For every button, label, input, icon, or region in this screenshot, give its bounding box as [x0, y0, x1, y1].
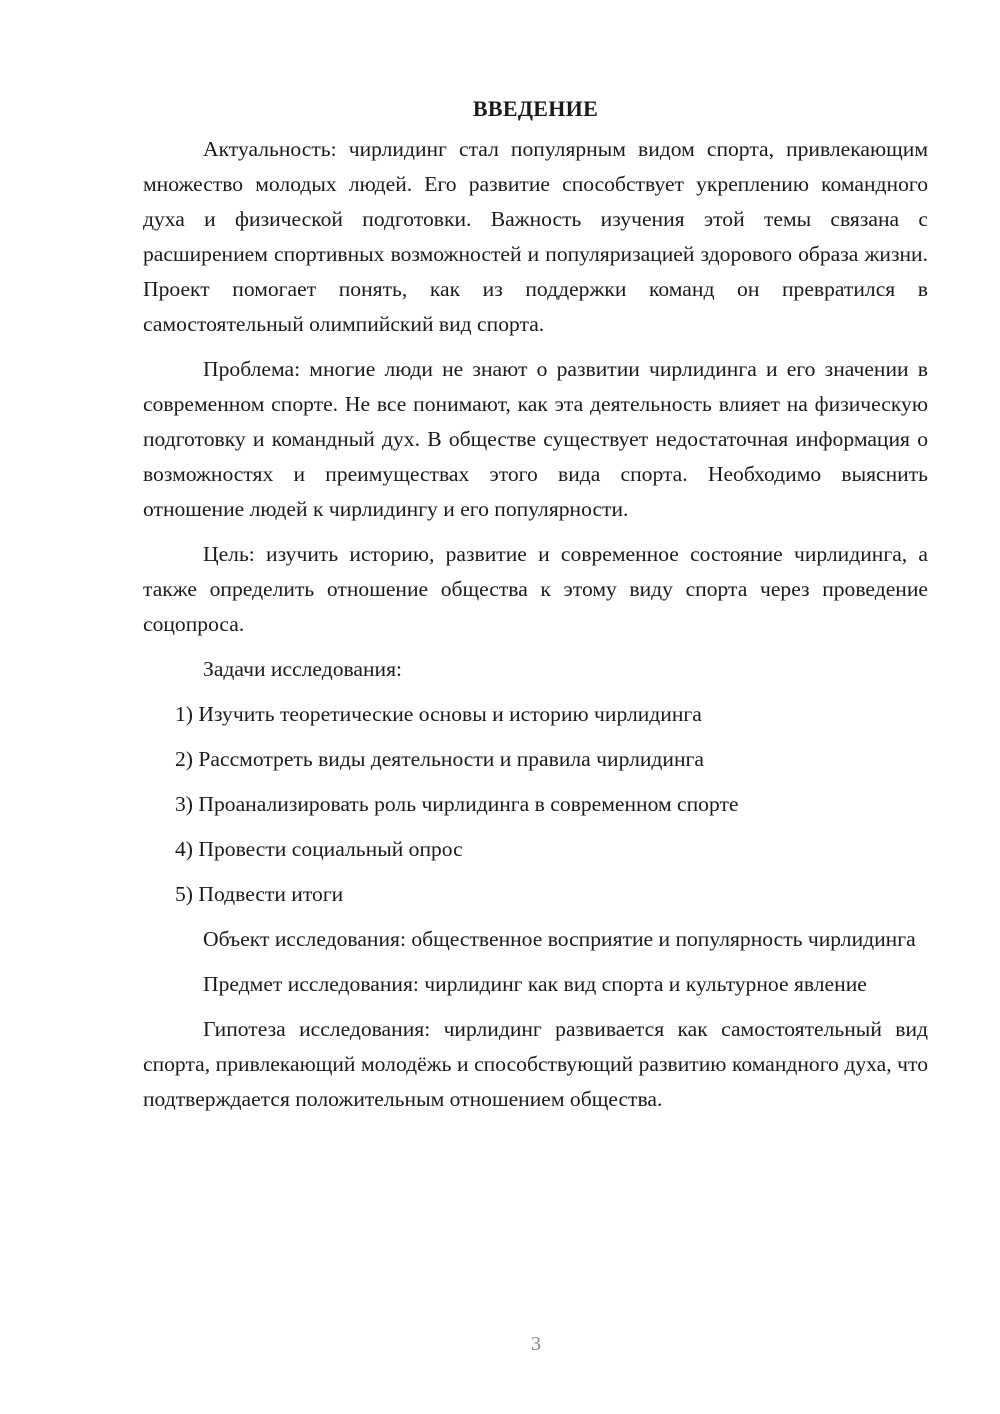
paragraph-subject: Предмет исследования: чирлидинг как вид спорта и культурное явление: [203, 972, 867, 996]
task-item: 3) Проанализировать роль чирлидинга в современном спорте: [175, 792, 739, 816]
paragraph-hypothesis: Гипотеза исследования: чирлидинг развивается как самостоятельный вид спорта, привлекающий молодёжь и способствующий развитию командного духа, что подтверждается положительным отношением общества.: [143, 1017, 928, 1111]
task-item: 4) Провести социальный опрос: [175, 837, 463, 861]
page-number: 3: [531, 1333, 541, 1355]
document-title: ВВЕДЕНИЕ: [472, 96, 599, 121]
task-item: 1) Изучить теоретические основы и историю чирлидинга: [175, 702, 702, 726]
task-item: 5) Подвести итоги: [175, 882, 344, 906]
tasks-list: [143, 697, 928, 912]
task-item: 2) Рассмотреть виды деятельности и правила чирлидинга: [175, 747, 704, 771]
paragraph-goal: Цель: изучить историю, развитие и современное состояние чирлидинга, а также определить отношение общества к этому виду спорта через проведение соцопроса.: [143, 542, 928, 636]
tasks-heading: Задачи исследования:: [203, 657, 403, 681]
paragraph-object: Объект исследования: общественное восприятие и популярность чирлидинга: [203, 927, 916, 951]
paragraph-problem: Проблема: многие люди не знают о развитии чирлидинга и его значении в современном спорте. Не все понимают, как эта деятельность влияет на физическую подготовку и командный дух. В обществе существует недостаточная информация о возможностях и преимуществах этого вида спорта. Необходимо выяснить отношение людей к чирлидингу и его популярности.: [143, 357, 928, 521]
document-page: [143, 94, 928, 1127]
paragraph-relevance: Актуальность: чирлидинг стал популярным видом спорта, привлекающим множество молодых людей. Его развитие способствует укреплению командного духа и физической подготовки. Важность изучения этой темы связана с расширением спортивных возможностей и популяризацией здорового образа жизни. Проект помогает понять, как из поддержки команд он превратился в самостоятельный олимпийский вид спорта.: [143, 137, 928, 336]
